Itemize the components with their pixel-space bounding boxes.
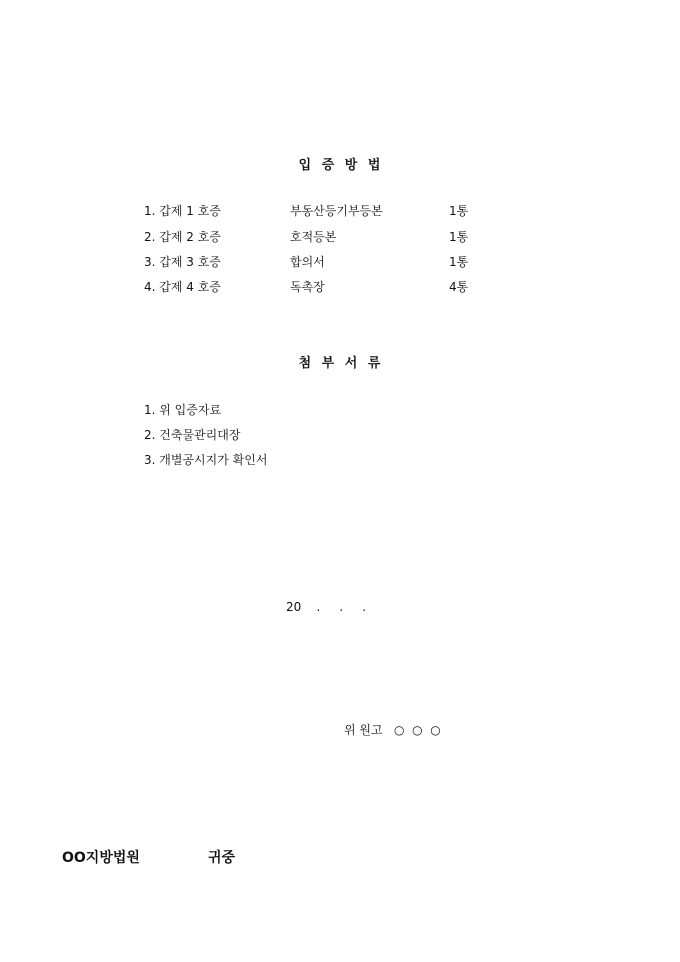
court-salutation: 귀중	[208, 850, 236, 866]
filing-date: 20 . . .	[286, 600, 367, 614]
evidence-copies: 1통	[449, 230, 469, 244]
evidence-number: 1. 갑제 1 호증	[144, 204, 221, 218]
evidence-copies: 1통	[449, 204, 469, 218]
plaintiff-signature-line: 위 원고 ○ ○ ○	[344, 723, 441, 737]
evidence-document: 합의서	[290, 255, 325, 269]
evidence-number: 4. 갑제 4 호증	[144, 280, 221, 294]
evidence-number: 3. 갑제 3 호증	[144, 255, 221, 269]
evidence-methods-heading: 입 증 방 법	[298, 158, 382, 173]
court-name: OO지방법원	[62, 850, 140, 866]
evidence-document: 부동산등기부등본	[290, 204, 383, 218]
attachment-item: 3. 개별공시지가 확인서	[144, 453, 268, 467]
attachment-item: 2. 건축물관리대장	[144, 428, 241, 442]
attachment-item: 1. 위 입증자료	[144, 403, 222, 417]
evidence-document: 호적등본	[290, 230, 337, 244]
attachments-heading: 첨 부 서 류	[298, 356, 382, 371]
evidence-copies: 1통	[449, 255, 469, 269]
evidence-copies: 4통	[449, 280, 469, 294]
evidence-document: 독촉장	[290, 280, 325, 294]
evidence-number: 2. 갑제 2 호증	[144, 230, 221, 244]
